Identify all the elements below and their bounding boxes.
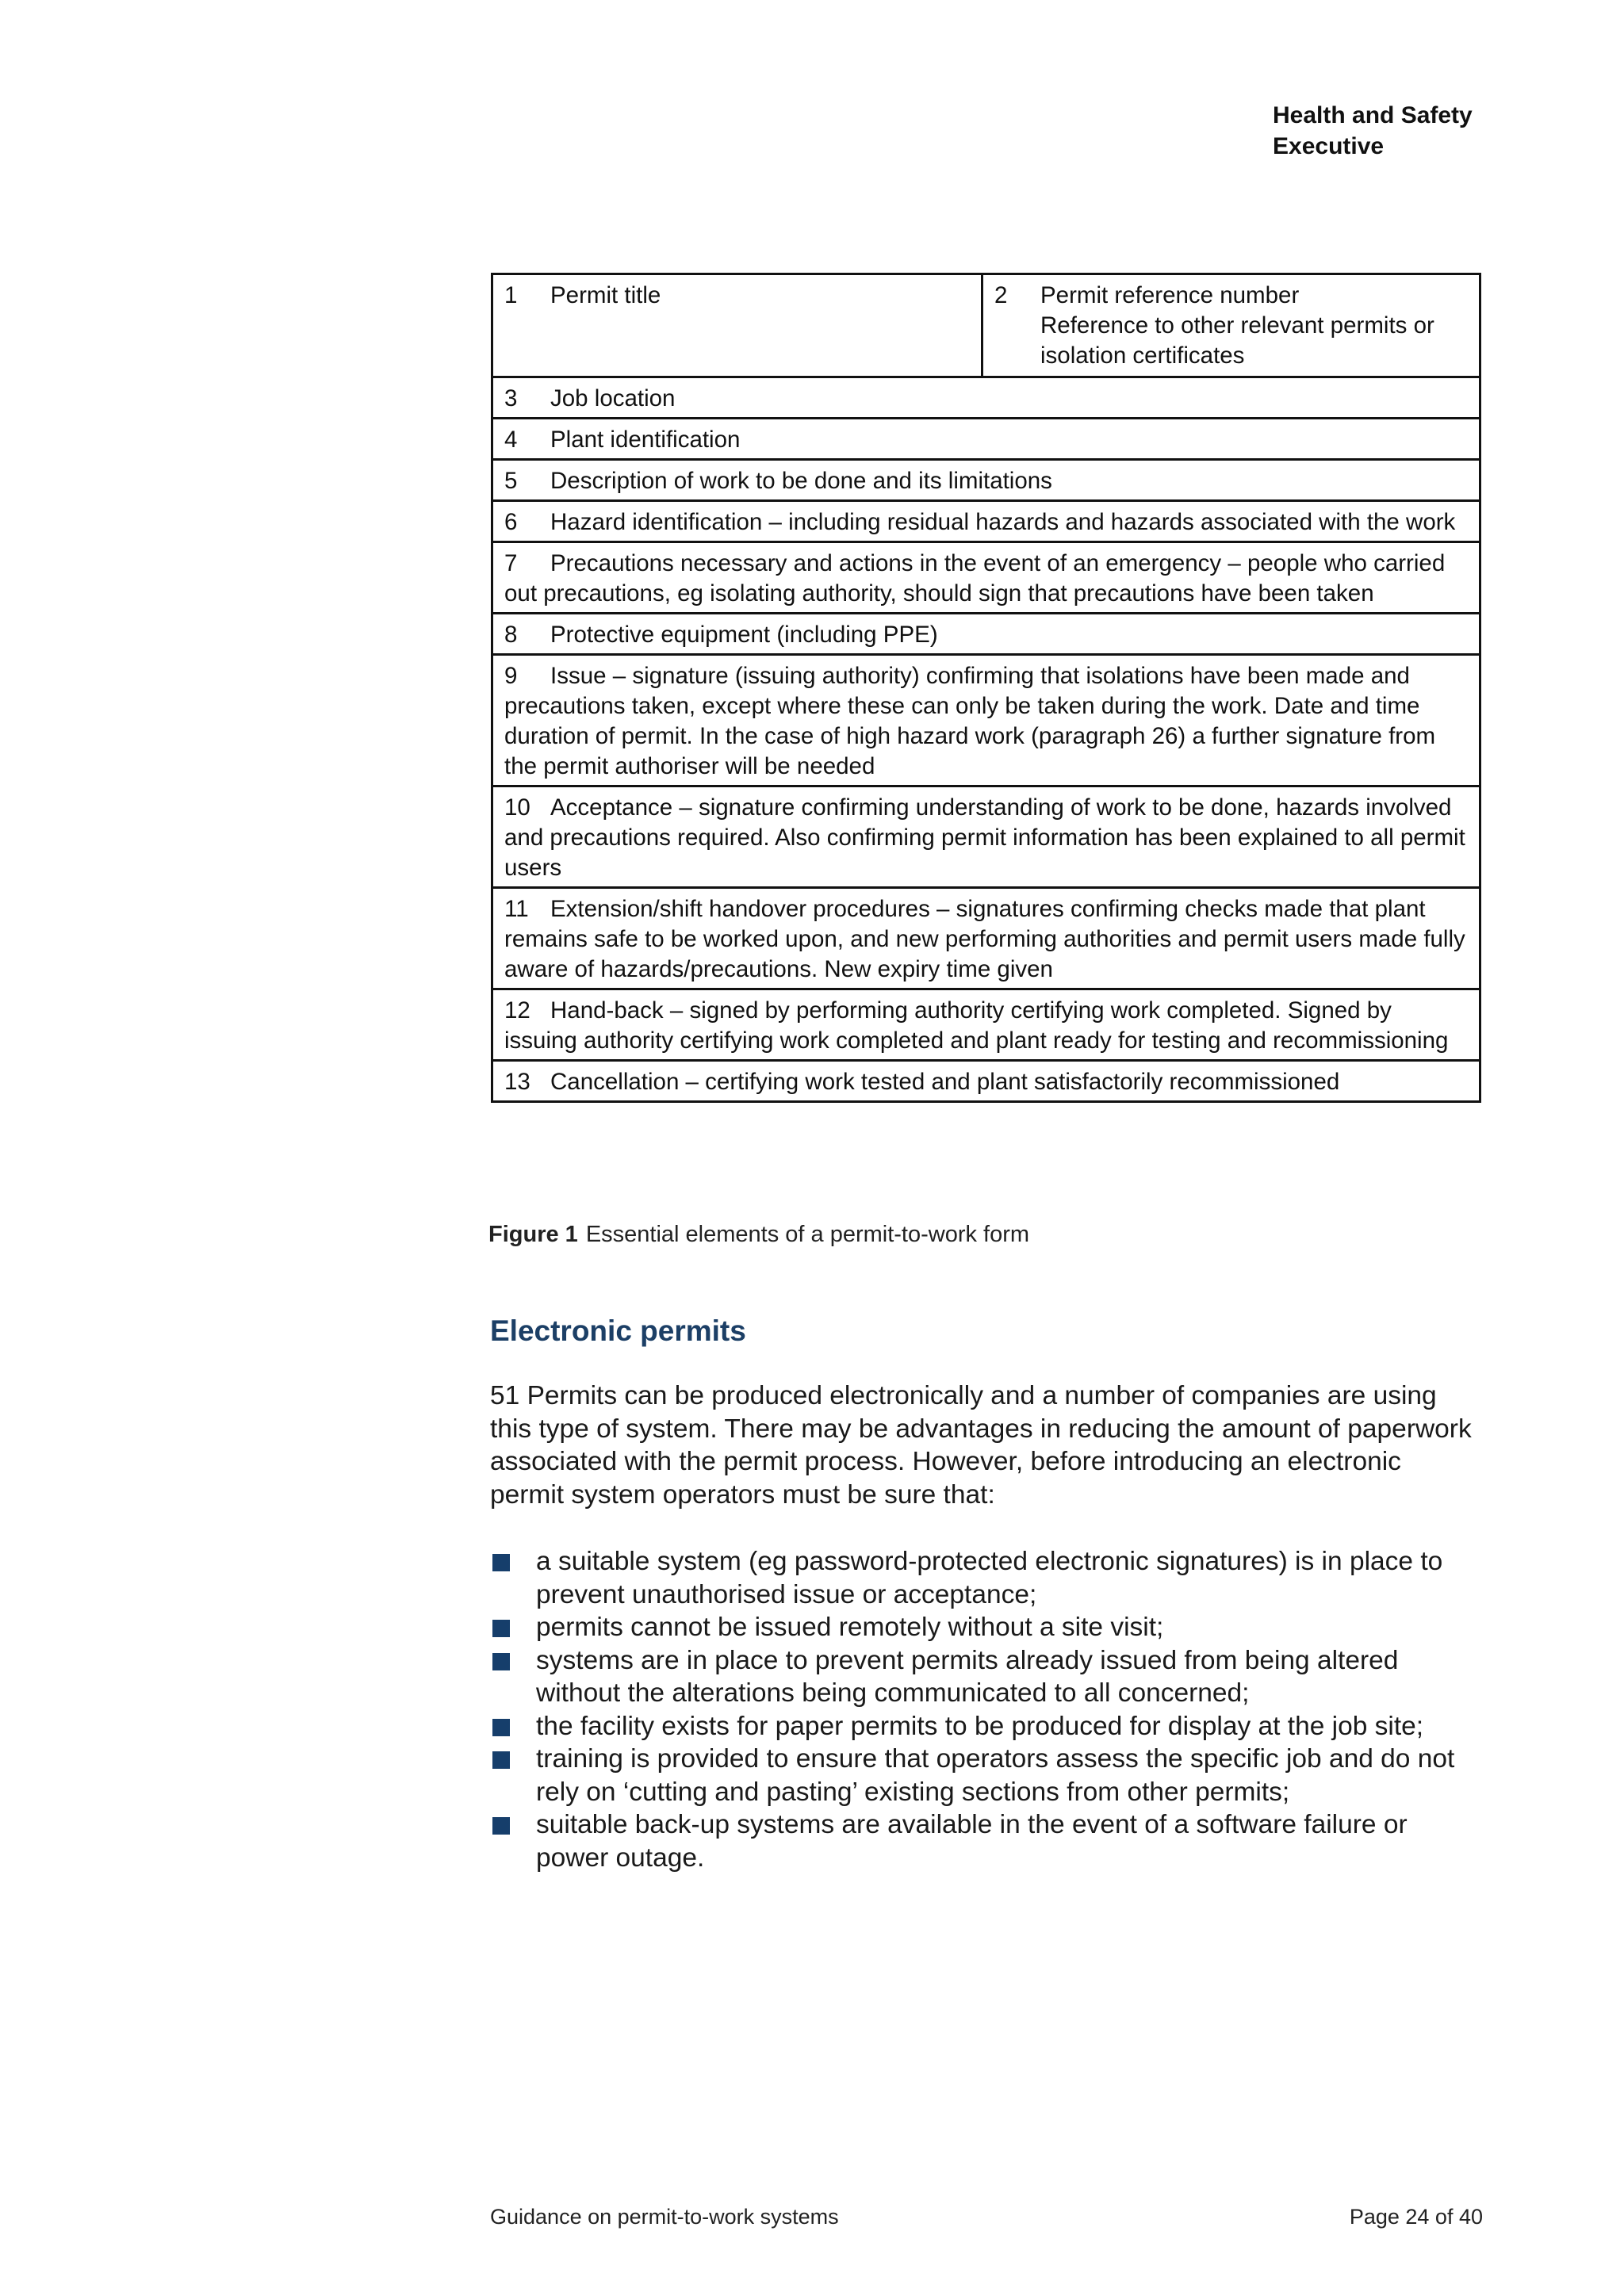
figure-label: Figure 1 — [488, 1222, 578, 1247]
table-row — [492, 377, 1480, 419]
item-description: signed by performing authority certifying work completed. Signed by issuing authority certifying work completed and plant ready for testing and recommissioning — [504, 997, 1449, 1054]
organisation-name — [1273, 100, 1473, 162]
list-item — [490, 1808, 1481, 1874]
item-title: Description of work to be done and its limitations — [550, 468, 1052, 494]
list-item-text: training is provided to ensure that operators assess the specific job and do not rely on ‘cutting and pasting’ existing sections from other permits; — [536, 1744, 1455, 1807]
square-bullet-icon — [492, 1620, 510, 1637]
form-cell-item — [492, 419, 1480, 460]
item-title: Plant identification — [550, 427, 741, 453]
item-description: Reference to other relevant permits or isolation certificates — [1040, 312, 1434, 369]
item-number: 13 — [504, 1069, 530, 1095]
item-title: Hand-back – — [550, 997, 684, 1024]
form-cell-item — [492, 460, 1480, 501]
list-item — [490, 1644, 1481, 1710]
square-bullet-icon — [492, 1817, 510, 1835]
form-cell-item — [492, 501, 1480, 542]
square-bullet-icon — [492, 1751, 510, 1769]
square-bullet-icon — [492, 1653, 510, 1670]
list-item — [490, 1545, 1481, 1611]
item-title: Job location — [550, 385, 676, 411]
table-row — [492, 542, 1480, 614]
list-item-text: systems are in place to prevent permits already issued from being altered without the alterations being communicated to all concerned; — [536, 1645, 1399, 1708]
table-row — [492, 274, 1480, 377]
item-title: Hazard identification – — [550, 509, 782, 535]
form-cell-item — [492, 655, 1480, 786]
table-row — [492, 989, 1480, 1061]
form-cell-item — [492, 542, 1480, 614]
item-number: 6 — [504, 509, 518, 535]
form-cell-item — [492, 989, 1480, 1061]
list-item-text: suitable back-up systems are available in the event of a software failure or power outage. — [536, 1810, 1408, 1873]
item-title: Permit reference number — [1040, 282, 1300, 308]
table-row — [492, 888, 1480, 989]
item-title: Issue – — [550, 663, 626, 689]
form-cell-item — [492, 786, 1480, 888]
item-number: 11 — [504, 896, 529, 922]
list-item — [490, 1743, 1481, 1808]
section-heading: Electronic permits — [490, 1314, 746, 1347]
footer-page-number: Page 24 of 40 — [1349, 2205, 1483, 2229]
figure-caption-text: Essential elements of a permit-to-work form — [585, 1222, 1030, 1247]
item-number: 5 — [504, 468, 518, 494]
table-row — [492, 419, 1480, 460]
form-cell-item — [492, 614, 1480, 655]
table-row — [492, 1061, 1480, 1102]
item-title: Permit title — [550, 282, 661, 308]
item-number: 7 — [504, 550, 518, 576]
item-number: 10 — [504, 794, 530, 821]
item-description: signature confirming understanding of work to be done, hazards involved and precautions required. Also confirming permit information has been explained to all permit users — [504, 794, 1465, 881]
square-bullet-icon — [492, 1554, 510, 1571]
table-row — [492, 501, 1480, 542]
figure-caption — [488, 1219, 1029, 1249]
table-row — [492, 614, 1480, 655]
item-title: Cancellation – — [550, 1069, 699, 1095]
bullet-list — [490, 1545, 1481, 1874]
item-description: people who carried out precautions, eg isolating authority, should sign that precautions have been taken — [504, 550, 1446, 607]
item-title: Precautions necessary and actions in the event of an emergency – — [550, 550, 1241, 576]
footer-document-title: Guidance on permit-to-work systems — [490, 2205, 839, 2229]
form-cell-item — [492, 888, 1480, 989]
item-number: 12 — [504, 997, 530, 1024]
item-description: signatures confirming checks made that plant remains safe to be worked upon, and new performing authorities and permit users made fully aware of hazards/precautions. New expiry time given — [504, 896, 1465, 982]
list-item-text: the facility exists for paper permits to be produced for display at the job site; — [536, 1711, 1424, 1741]
permit-form-table — [491, 273, 1481, 1103]
table-row — [492, 655, 1480, 786]
item-title: Acceptance – — [550, 794, 692, 821]
form-cell-permit-reference — [982, 274, 1480, 377]
square-bullet-icon — [492, 1719, 510, 1736]
item-number: 3 — [504, 385, 518, 411]
form-cell-item — [492, 1061, 1480, 1102]
item-number: 2 — [994, 282, 1008, 308]
list-item — [490, 1611, 1481, 1644]
table-row — [492, 460, 1480, 501]
org-line-2: Executive — [1273, 133, 1385, 159]
table-row — [492, 786, 1480, 888]
item-description: certifying work tested and plant satisfactorily recommissioned — [698, 1069, 1340, 1095]
list-item-text: a suitable system (eg password-protected electronic signatures) is in place to prevent unauthorised issue or acceptance; — [536, 1547, 1443, 1609]
item-number: 4 — [504, 427, 518, 453]
list-item — [490, 1710, 1481, 1743]
list-item-text: permits cannot be issued remotely without a site visit; — [536, 1613, 1164, 1642]
item-title: Protective equipment (including PPE) — [550, 622, 938, 648]
form-cell-item — [492, 377, 1480, 419]
item-description: signature (issuing authority) confirming that isolations have been made and precautions taken, except where these can only be taken during the work. Date and time duration of permit. In the case of high hazard work (paragraph 26) a further signature from the permit authoriser will be needed — [504, 663, 1436, 779]
form-cell-permit-title — [492, 274, 982, 377]
paragraph-51: 51 Permits can be produced electronically and a number of companies are using this type of system. There may be advantages in reducing the amount of paperwork associated with the permit process. However, before introducing an electronic permit system operators must be sure that: — [490, 1381, 1472, 1510]
item-number: 1 — [504, 282, 518, 308]
item-title: Extension/shift handover procedures – — [550, 896, 950, 922]
item-number: 8 — [504, 622, 518, 648]
item-description: including residual hazards and hazards associated with the work — [781, 509, 1456, 535]
org-line-1: Health and Safety — [1273, 102, 1473, 128]
item-number: 9 — [504, 663, 518, 689]
